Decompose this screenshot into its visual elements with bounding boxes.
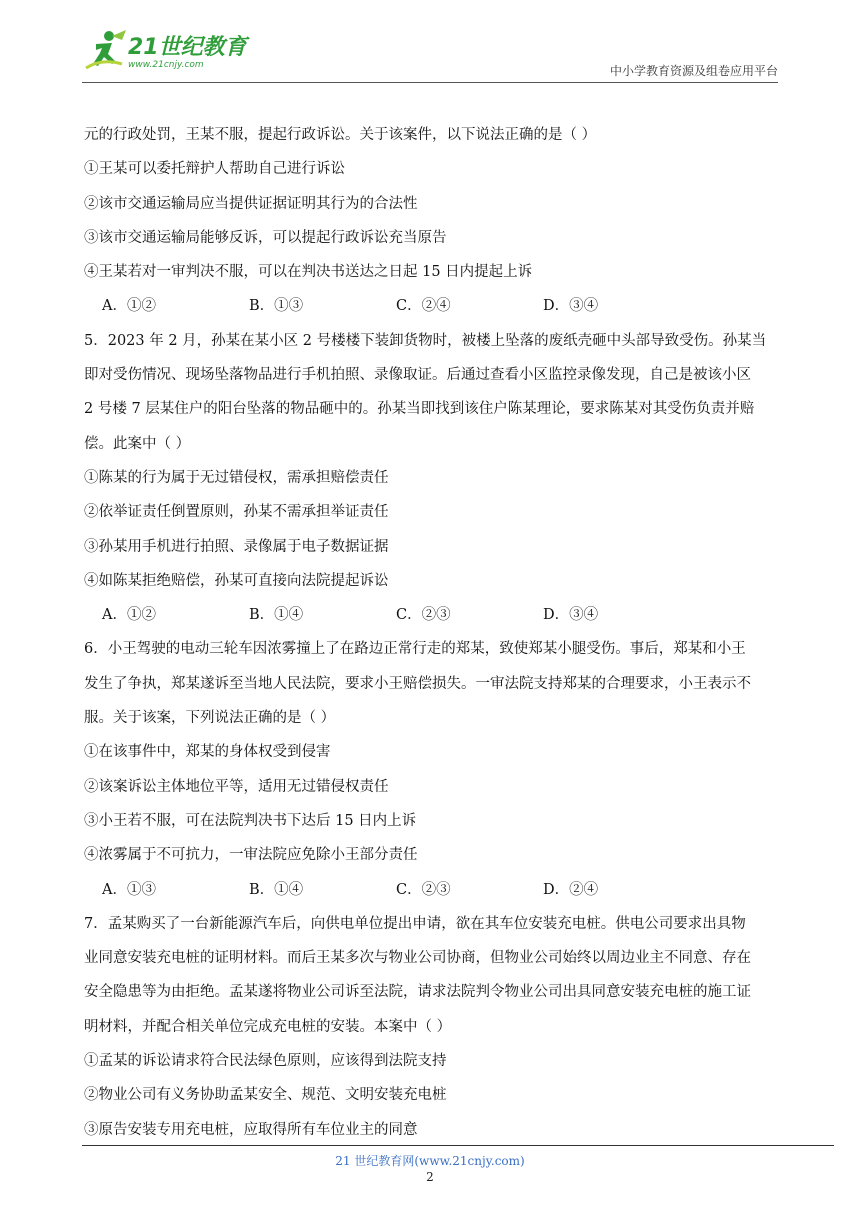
- option-a: A．①②: [102, 607, 156, 624]
- page-number: 2: [426, 1170, 434, 1184]
- logo-text: 21世纪教育: [128, 35, 247, 60]
- option-b: B．①③: [249, 298, 304, 315]
- footer-site-link[interactable]: 21 世纪教育网(www.21cnjy.com): [335, 1154, 525, 1168]
- option-a: A．①③: [102, 881, 156, 898]
- q6-options: [84, 873, 784, 907]
- q4-statement: ④王某若对一审判决不服，可以在判决书送达之日起 15 日内提起上诉: [84, 264, 533, 281]
- option-c: C．②③: [396, 881, 451, 898]
- q6-stem-line: 发生了争执，郑某遂诉至当地人民法院，要求小王赔偿损失。一审法院支持郑某的合理要求，小王表示不: [84, 675, 751, 692]
- q5-stem-line: 2 号楼 7 层某住户的阳台坠落的物品砸中的。孙某当即找到该住户陈某理论，要求陈某对其受伤负责并赔: [84, 401, 755, 418]
- option-c: C．②③: [396, 607, 451, 624]
- q7-stem-line: 业同意安装充电桩的证明材料。而后王某多次与物业公司协商，但物业公司始终以周边业主不同意、存在: [84, 950, 751, 967]
- q4-stem-line: 元的行政处罚，王某不服，提起行政诉讼。关于该案件，以下说法正确的是（ ）: [84, 127, 597, 143]
- page-header: [82, 28, 778, 80]
- option-b: B．①④: [249, 607, 304, 624]
- runner-logo-icon: [82, 28, 128, 74]
- q5-stem-line: 即对受伤情况、现场坠落物品进行手机拍照、录像取证。后通过查看小区监控录像发现，自己是被该小区: [84, 367, 751, 384]
- q4-statement: ②该市交通运输局应当提供证据证明其行为的合法性: [84, 195, 418, 212]
- q6-statement: ④浓雾属于不可抗力，一审法院应免除小王部分责任: [84, 847, 418, 864]
- q5-options: [84, 598, 784, 632]
- footer-divider: [82, 1145, 834, 1146]
- q7-stem-line: 明材料，并配合相关单位完成充电桩的安装。本案中（ ）: [84, 1018, 452, 1035]
- q5-statement: ④如陈某拒绝赔偿，孙某可直接向法院提起诉讼: [84, 572, 389, 589]
- platform-title: 中小学教育资源及组卷应用平台: [609, 64, 778, 78]
- q6-statement: ③小王若不服，可在法院判决书下达后 15 日内上诉: [84, 812, 417, 829]
- question-content: [84, 118, 784, 1147]
- q7-stem-line: 安全隐患等为由拒绝。孟某遂将物业公司诉至法院，请求法院判令物业公司出具同意安装充电桩的施工证: [84, 984, 751, 1001]
- q5-stem-line: 偿。此案中（ ）: [84, 435, 191, 452]
- q7-statement: ②物业公司有义务协助孟某安全、规范、文明安装充电桩: [84, 1087, 447, 1104]
- option-b: B．①④: [249, 881, 304, 898]
- option-c: C．②④: [396, 298, 451, 315]
- q6-stem-line: 服。关于该案，下列说法正确的是（ ）: [84, 710, 336, 727]
- logo: [82, 28, 272, 78]
- q4-statement: ①王某可以委托辩护人帮助自己进行诉讼: [84, 161, 345, 178]
- option-d: D．③④: [543, 298, 599, 315]
- q5-statement: ③孙某用手机进行拍照、录像属于电子数据证据: [84, 538, 389, 555]
- q4-statement: ③该市交通运输局能够反诉，可以提起行政诉讼充当原告: [84, 229, 447, 246]
- q6-statement: ②该案诉讼主体地位平等，适用无过错侵权责任: [84, 778, 389, 795]
- q6-statement: ①在该事件中，郑某的身体权受到侵害: [84, 744, 331, 761]
- q6-stem-line: 6．小王驾驶的电动三轮车因浓雾撞上了在路边正常行走的郑某，致使郑某小腿受伤。事后，郑某和小王: [84, 641, 746, 658]
- q5-statement: ②依举证责任倒置原则，孙某不需承担举证责任: [84, 504, 389, 521]
- q4-options: [84, 289, 784, 323]
- q5-statement: ①陈某的行为属于无过错侵权，需承担赔偿责任: [84, 469, 389, 486]
- q7-statement: ①孟某的诉讼请求符合民法绿色原则，应该得到法院支持: [84, 1053, 447, 1070]
- q7-statement: ③原告安装专用充电桩，应取得所有车位业主的同意: [84, 1121, 418, 1138]
- logo-url: www.21cnjy.com: [128, 60, 204, 70]
- header-divider: [82, 82, 778, 83]
- option-d: D．②④: [543, 881, 599, 898]
- q7-stem-line: 7．孟某购买了一台新能源汽车后，向供电单位提出申请，欲在其车位安装充电桩。供电公司要求出具物: [84, 915, 746, 932]
- option-d: D．③④: [543, 607, 599, 624]
- q5-stem-line: 5．2023 年 2 月，孙某在某小区 2 号楼楼下装卸货物时，被楼上坠落的废纸壳砸中头部导致受伤。孙某当: [84, 332, 767, 349]
- option-a: A．①②: [102, 298, 156, 315]
